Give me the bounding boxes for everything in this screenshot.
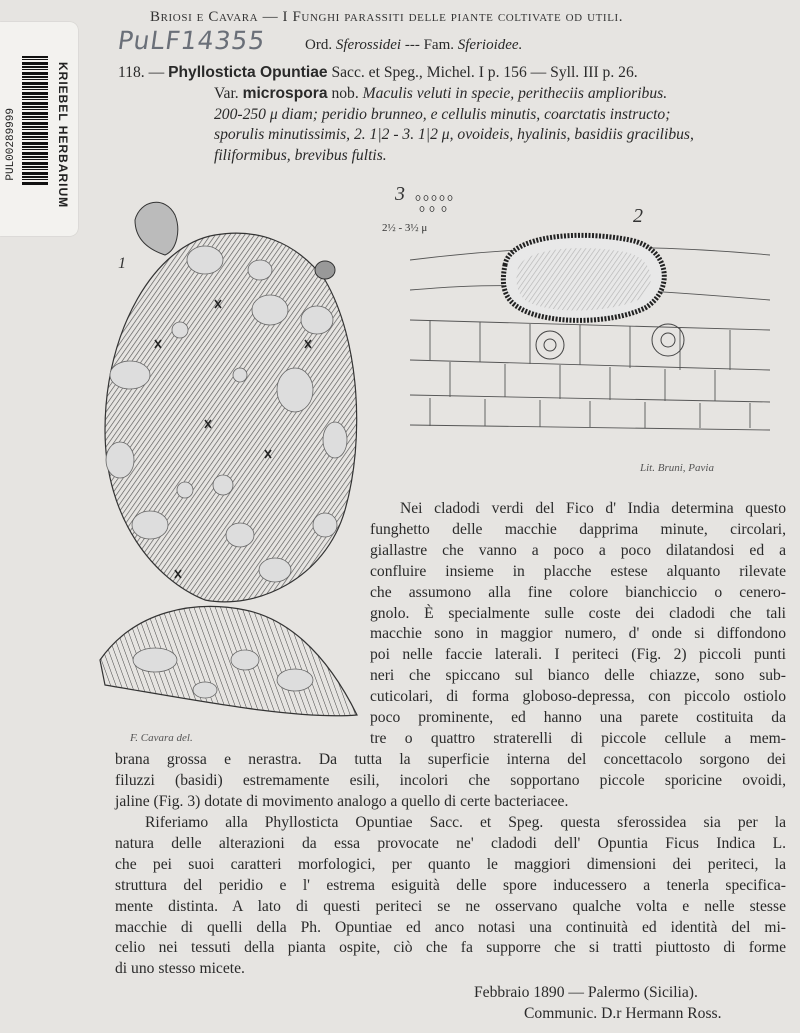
header-separator: — — [258, 9, 283, 25]
barcode — [22, 56, 48, 186]
order-name: Sferossidei — [335, 37, 402, 53]
text-line: gnolo. È specialmente sulle coste dei cladodi che tali — [370, 604, 786, 622]
diagnosis-line-3: sporulis minutissimis, 2. 1|2 - 3. 1|2 μ, ovoideis, hyalinis, basidiis gracilibus, — [214, 126, 694, 144]
text-line: giallastre che vanno a poco a poco dilatandosi ed a — [370, 541, 786, 559]
header-series: I Funghi parassiti delle piante coltivate od utili. — [282, 9, 624, 25]
entry-number: 118. — — [118, 64, 165, 81]
text-line: jaline (Fig. 3) dotate di movimento analogo a quello di certe bacteriacee. — [115, 792, 569, 810]
artist-signature: F. Cavara del. — [130, 732, 193, 744]
handwritten-accession: PuLF14355 — [115, 26, 268, 55]
text-line: struttura del peridio e l' estrema esiguità delle spore inducessero a tenerla specifica- — [115, 876, 786, 894]
var-prefix: Var. — [214, 84, 239, 102]
text-line: poi nelle faccie laterali. I periteci (Fig. 2) piccoli punti — [370, 646, 786, 664]
species-entry — [118, 63, 790, 167]
diagnosis-line-4: filiformibus, brevibus fultis. — [214, 147, 387, 165]
text-line: natura delle alterazioni da essa provocate ne' cladodi dell' Opuntia Ficus Indica L. — [115, 834, 786, 852]
text-line: neri che spiccano sul bianco delle chiazze, sono sub- — [370, 667, 786, 685]
variety-name: microspora — [242, 84, 328, 102]
species-name: Phyllosticta Opuntiae — [168, 64, 328, 81]
herbarium-name: KRIEBEL HERBARIUM — [56, 62, 70, 209]
page-header — [150, 9, 623, 26]
figure-3-spores — [410, 193, 470, 221]
text-line: che assumono alla fine colore bianchiccio o cenero- — [370, 583, 786, 601]
text-line: poco prominente, ed hanno una parete costituita da — [370, 709, 786, 727]
figure-3-label: 3 — [395, 183, 405, 205]
text-line: mente distinta. A lato di questi periteci se ne osservano qualche volta e nelle stesse — [115, 897, 786, 915]
spore-size-label: 2½ - 3½ μ — [382, 222, 428, 234]
lithographer-signature: Lit. Bruni, Pavia — [640, 462, 714, 474]
text-line: funghetto delle macchie dapprima minute, circolari, — [370, 520, 786, 538]
description-paragraph-1-continued — [115, 750, 786, 813]
description-paragraph-2 — [115, 813, 786, 980]
text-line: macchie sono in maggior numero, d' onde si diffondono — [370, 625, 786, 643]
description-paragraph-1 — [370, 499, 786, 750]
text-line: Nei cladodi verdi del Fico d' India determina questo — [400, 500, 786, 517]
text-line: che pei suoi caratteri morfologici, per quanto le maggiori dimensioni dei periteci, la — [115, 855, 786, 873]
diagnosis-line-1: Maculis veluti in specie, peritheciis amplioribus. — [362, 84, 668, 102]
species-citation: Sacc. et Speg., Michel. I p. 156 — Syll. III p. 26. — [331, 64, 638, 81]
header-authors: Briosi e Cavara — [150, 9, 259, 25]
text-line: confluire insieme in placche estese alquanto rilevate — [370, 562, 786, 580]
figure-2-perithecium-section — [410, 220, 770, 460]
text-line: brana grossa e nerastra. Da tutta la superficie interna del concettacolo sorgono dei — [115, 751, 786, 768]
figure-1-cactus-illustration — [95, 190, 365, 730]
family-prefix: --- Fam. — [404, 37, 455, 53]
taxonomy-line — [305, 37, 522, 54]
family-name: Sferioidee. — [457, 37, 523, 53]
diagnosis-line-2: 200-250 μ diam; peridio brunneo, e cellulis minutis, coarctatis instructo; — [214, 105, 671, 123]
text-line: cuticolari, di forma globoso-depressa, con piccolo ostiolo — [370, 688, 786, 706]
text-line: celio nei tessuti della pianta ospite, ciò che fa supporre che si tratti piuttosto di forme — [115, 939, 786, 957]
date-place: Febbraio 1890 — Palermo (Sicilia). — [474, 984, 698, 1001]
text-line: Riferiamo alla Phyllosticta Opuntiae Sacc. et Speg. questa sferossidea sia per la — [145, 814, 786, 831]
text-line: tre o quattro straterelli di piccole cellule a mem- — [370, 729, 786, 747]
text-line: filuzzi (basidi) estremamente esili, incolori che sopportano piccole sporicine ovoidi, — [115, 771, 786, 789]
text-line: macchie di quelli della Ph. Opuntiae ed anco notasi una continuità ed identità del mi- — [115, 918, 786, 936]
variety-author: nob. — [331, 84, 359, 102]
figure-2-label: 2 — [633, 205, 643, 227]
figure-1-label: 1 — [118, 255, 126, 272]
order-prefix: Ord. — [305, 37, 333, 53]
text-line: di uno stesso micete. — [115, 960, 245, 978]
barcode-number: PUL00289999 — [5, 108, 17, 181]
communicated-by: Communic. D.r Hermann Ross. — [524, 1005, 722, 1022]
herbarium-label — [0, 22, 78, 236]
